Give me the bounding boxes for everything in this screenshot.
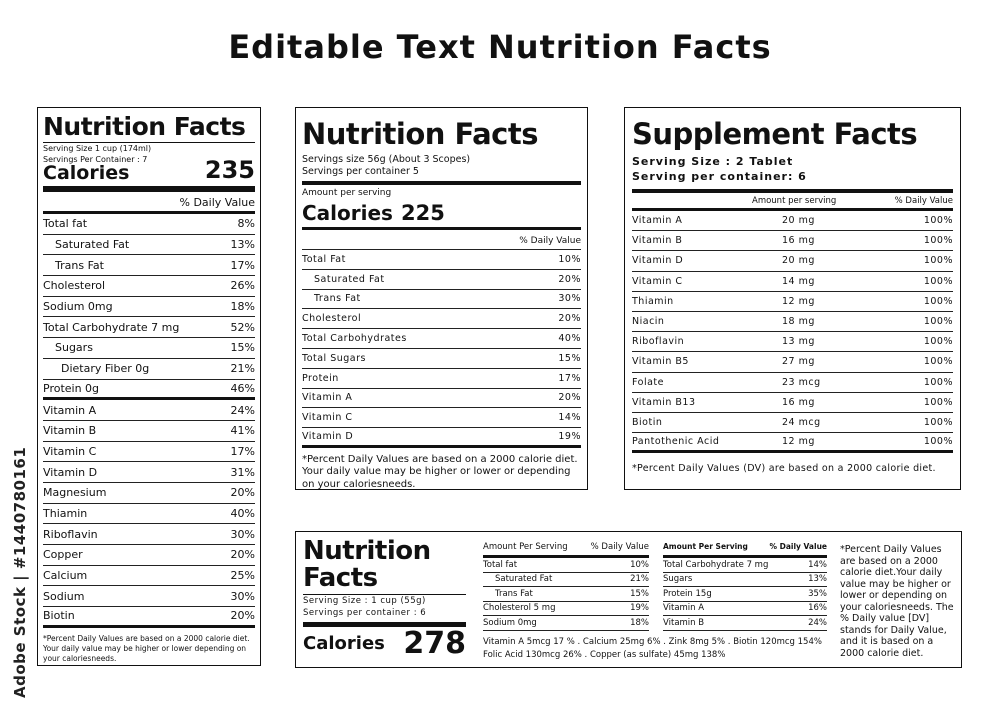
- nutrition-label-wide: [295, 531, 962, 668]
- nutrient-daily-value: 20%: [558, 313, 581, 325]
- nutrient-label: Vitamin A: [43, 403, 97, 417]
- nutrient-daily-value: 19%: [558, 431, 581, 443]
- nutrient-amount: 20 mg: [782, 255, 815, 267]
- nutrient-label: Sodium 0mg: [483, 617, 537, 628]
- nutrient-label: Total Fat: [302, 253, 346, 265]
- nutrient-row: [43, 380, 255, 401]
- daily-value-header: % Daily Value: [769, 542, 827, 551]
- nutrient-daily-value: 25%: [230, 569, 255, 583]
- amount-header: Amount Per Serving: [483, 542, 568, 552]
- nutrient-label: Vitamin A: [632, 215, 683, 227]
- nutrient-label: Vitamin D: [632, 255, 684, 267]
- nutrient-row: [483, 573, 649, 588]
- nutrient-label: Vitamin D: [302, 431, 354, 443]
- nutrient-label: Total Carbohydrate 7 mg: [663, 559, 769, 570]
- nutrient-label: Total Carbohydrate 7 mg: [43, 320, 180, 334]
- nutrient-row: [43, 483, 255, 504]
- nutrient-daily-value: 13%: [808, 574, 827, 585]
- nutrient-label: Biotin: [43, 609, 75, 623]
- nutrient-daily-value: 21%: [230, 362, 255, 376]
- calories-label: Calories: [302, 201, 393, 225]
- nutrient-label: Vitamin B: [632, 235, 683, 247]
- nutrient-row: [632, 393, 953, 413]
- nutrient-daily-value: 24%: [808, 617, 827, 628]
- nutrient-daily-value: 26%: [230, 279, 255, 293]
- page-title: Editable Text Nutrition Facts: [228, 28, 772, 66]
- nutrient-label: Vitamin D: [43, 465, 98, 479]
- nutrient-label: Sodium: [43, 589, 85, 603]
- nutrient-row: [302, 290, 581, 310]
- nutrient-daily-value: 41%: [230, 424, 255, 438]
- nutrient-row: [663, 602, 827, 617]
- nutrient-daily-value: 20%: [230, 609, 255, 623]
- nutrient-daily-value: 8%: [237, 217, 255, 231]
- nutrient-daily-value: 100%: [923, 396, 953, 408]
- nutrient-label: Sodium 0mg: [43, 300, 113, 314]
- nutrient-daily-value: 31%: [230, 465, 255, 479]
- nutrient-daily-value: 15%: [558, 352, 581, 364]
- daily-value-header: % Daily Value: [43, 192, 255, 214]
- calories-label: Calories: [303, 633, 385, 654]
- nutrient-row: [632, 211, 953, 231]
- side-footnote: *Percent Daily Values are based on a 2000 calorie diet.Your daily value may be higher or lower or depending on your caloriesneeds. The % Daily value [DV] stands for Daily Value, and it is based on a 2000 calorie diet.: [840, 544, 954, 659]
- nutrient-row: [43, 442, 255, 463]
- footnote: *Percent Daily Values are based on a 2000 calorie diet. Your daily value may be higher or lower or depending on your caloriesneeds.: [302, 453, 578, 490]
- nutrient-daily-value: 10%: [558, 253, 581, 265]
- nutrient-amount: 16 mg: [782, 235, 815, 247]
- nutrient-row: [302, 369, 581, 389]
- nutrient-row: [302, 408, 581, 428]
- nutrient-label: Saturated Fat: [495, 574, 553, 585]
- nutrient-daily-value: 46%: [230, 381, 255, 395]
- nutrient-row: [483, 587, 649, 602]
- nutrient-daily-value: 16%: [808, 603, 827, 614]
- nutrient-row: [483, 616, 649, 631]
- amount-header: Amount per serving: [752, 195, 837, 206]
- nutrient-daily-value: 100%: [923, 316, 953, 328]
- nutrient-daily-value: 14%: [808, 559, 827, 570]
- nutrient-label: Cholesterol: [43, 279, 106, 293]
- nutrient-label: Folate: [632, 376, 664, 388]
- nutrient-row: [632, 433, 953, 453]
- serving-size: Serving Size 1 cup (174ml): [43, 144, 152, 153]
- nutrient-row: [43, 566, 255, 587]
- label-title: Nutrition Facts: [43, 112, 255, 143]
- nutrient-label: Trans Fat: [314, 293, 361, 305]
- nutrient-daily-value: 100%: [923, 275, 953, 287]
- nutrient-label: Thiamin: [632, 295, 674, 307]
- nutrient-daily-value: 20%: [558, 273, 581, 285]
- calories-label: Calories: [43, 162, 130, 184]
- nutrient-label: Saturated Fat: [314, 273, 385, 285]
- nutrient-label: Dietary Fiber 0g: [61, 362, 150, 376]
- nutrient-row: [43, 317, 255, 338]
- extra-line: Vitamin A 5mcg 17 % . Calcium 25mg 6% . Zink 8mg 5% . Biotin 120mcg 154%: [483, 637, 822, 647]
- nutrient-list: [302, 250, 581, 448]
- nutrient-amount: 23 mcg: [782, 376, 821, 388]
- nutrient-daily-value: 18%: [630, 617, 649, 628]
- nutrient-amount: 12 mg: [782, 295, 815, 307]
- nutrient-row: [43, 524, 255, 545]
- nutrient-row: [43, 359, 255, 380]
- nutrient-daily-value: 15%: [230, 341, 255, 355]
- footnote: *Percent Daily Values are based on a 2000 calorie diet. Your daily value may be higher or lower depending on your caloriesneeds.: [43, 633, 250, 663]
- nutrient-label: Magnesium: [43, 486, 107, 500]
- nutrient-label: Niacin: [632, 316, 665, 328]
- nutrient-amount: 24 mcg: [782, 416, 821, 428]
- nutrient-label: Vitamin C: [302, 412, 353, 424]
- nutrient-column-2: [663, 542, 827, 631]
- nutrient-label: Protein 0g: [43, 381, 100, 395]
- nutrient-row: [632, 312, 953, 332]
- servings-per-container: Servings per container : 6: [303, 608, 427, 618]
- servings-per-container: Serving per container: 6: [632, 170, 807, 183]
- amount-header: Amount Per Serving: [663, 542, 748, 551]
- footnote: *Percent Daily Values (DV) are based on a 2000 calorie diet.: [632, 463, 936, 475]
- nutrient-amount: 12 mg: [782, 436, 815, 448]
- nutrient-amount: 18 mg: [782, 316, 815, 328]
- serving-size: Serving Size : 2 Tablet: [632, 155, 794, 168]
- nutrient-row: [43, 297, 255, 318]
- nutrient-row: [302, 270, 581, 290]
- nutrient-label: Thiamin: [43, 506, 88, 520]
- nutrient-row: [43, 400, 255, 421]
- label-title-line1: Nutrition: [303, 536, 431, 566]
- nutrient-row: [43, 255, 255, 276]
- watermark-text: Adobe Stock | #1440780161: [11, 446, 29, 698]
- nutrient-row: [43, 607, 255, 628]
- nutrient-daily-value: 100%: [923, 336, 953, 348]
- nutrient-daily-value: 17%: [230, 258, 255, 272]
- nutrient-row: [302, 389, 581, 409]
- nutrient-amount: 13 mg: [782, 336, 815, 348]
- nutrient-label: Trans Fat: [495, 588, 533, 599]
- extra-nutrients: [483, 636, 828, 662]
- nutrient-row: [302, 250, 581, 270]
- nutrient-label: Riboflavin: [43, 527, 98, 541]
- nutrient-label: Vitamin C: [43, 444, 97, 458]
- nutrient-label: Protein: [302, 372, 339, 384]
- nutrient-daily-value: 40%: [230, 506, 255, 520]
- nutrient-daily-value: 14%: [558, 412, 581, 424]
- nutrient-row: [632, 332, 953, 352]
- nutrient-label: Vitamin A: [663, 603, 705, 614]
- nutrient-daily-value: 17%: [230, 444, 255, 458]
- nutrient-label: Vitamin C: [632, 275, 683, 287]
- nutrient-daily-value: 100%: [923, 376, 953, 388]
- extra-line: Folic Acid 130mcg 26% . Copper (as sulfate) 45mg 138%: [483, 650, 726, 660]
- supplement-list: [632, 211, 953, 453]
- nutrient-daily-value: 100%: [923, 416, 953, 428]
- nutrient-row: [663, 558, 827, 573]
- nutrient-row: [43, 545, 255, 566]
- nutrient-row: [302, 329, 581, 349]
- nutrient-row: [663, 573, 827, 588]
- nutrient-amount: 20 mg: [782, 215, 815, 227]
- nutrient-label: Cholesterol 5 mg: [483, 603, 556, 614]
- nutrient-label: Saturated Fat: [55, 238, 130, 252]
- calories-value: 235: [204, 156, 255, 184]
- label-title-line2: Facts: [303, 563, 378, 593]
- nutrient-column-1: [483, 542, 649, 631]
- nutrient-label: Vitamin B5: [632, 356, 689, 368]
- nutrient-amount: 14 mg: [782, 275, 815, 287]
- calories-value: 225: [400, 201, 445, 225]
- nutrient-daily-value: 40%: [558, 333, 581, 345]
- nutrient-row: [632, 231, 953, 251]
- nutrient-label: Vitamin B: [663, 617, 705, 628]
- nutrient-row: [663, 616, 827, 631]
- nutrient-label: Total fat: [43, 217, 88, 231]
- nutrient-label: Total Sugars: [302, 352, 366, 364]
- nutrient-list: [43, 214, 255, 628]
- nutrient-label: Pantothenic Acid: [632, 436, 720, 448]
- nutrient-label: Cholesterol: [302, 313, 362, 325]
- nutrient-row: [43, 586, 255, 607]
- nutrient-daily-value: 100%: [923, 215, 953, 227]
- amount-per-serving: Amount per serving: [302, 181, 581, 198]
- nutrient-row: [43, 421, 255, 442]
- nutrient-daily-value: 52%: [230, 320, 255, 334]
- column-header: [663, 542, 827, 558]
- nutrient-daily-value: 30%: [230, 527, 255, 541]
- nutrient-amount: 16 mg: [782, 396, 815, 408]
- nutrient-daily-value: 30%: [230, 589, 255, 603]
- nutrient-row: [483, 602, 649, 617]
- nutrient-daily-value: 19%: [630, 603, 649, 614]
- nutrient-row: [632, 373, 953, 393]
- nutrient-label: Sugars: [55, 341, 93, 355]
- nutrient-row: [632, 251, 953, 271]
- nutrient-daily-value: 100%: [923, 436, 953, 448]
- nutrient-row: [302, 349, 581, 369]
- nutrient-row: [632, 292, 953, 312]
- nutrient-daily-value: 100%: [923, 295, 953, 307]
- nutrient-label: Protein 15g: [663, 588, 712, 599]
- nutrient-row: [483, 558, 649, 573]
- nutrient-daily-value: 13%: [230, 238, 255, 252]
- supplement-label: [624, 107, 961, 490]
- nutrient-daily-value: 10%: [630, 559, 649, 570]
- nutrient-daily-value: 18%: [230, 300, 255, 314]
- nutrient-daily-value: 100%: [923, 255, 953, 267]
- nutrient-amount: 27 mg: [782, 356, 815, 368]
- nutrient-label: Trans Fat: [55, 258, 104, 272]
- nutrient-label: Calcium: [43, 569, 88, 583]
- nutrient-row: [43, 235, 255, 256]
- nutrient-label: Vitamin A: [302, 392, 353, 404]
- nutrition-label-tall: [37, 107, 261, 666]
- nutrition-label-medium: [295, 107, 588, 490]
- nutrient-label: Vitamin B: [43, 424, 97, 438]
- nutrient-row: [43, 214, 255, 235]
- label-title: Supplement Facts: [632, 117, 918, 151]
- servings-per-container: Servings per container 5: [302, 166, 419, 177]
- nutrient-row: [632, 272, 953, 292]
- servings-per-container: Servings Per Container : 7: [43, 155, 148, 164]
- nutrient-daily-value: 15%: [630, 588, 649, 599]
- nutrient-daily-value: 17%: [558, 372, 581, 384]
- nutrient-row: [43, 276, 255, 297]
- nutrient-row: [302, 309, 581, 329]
- label-heading-block: [303, 538, 466, 660]
- nutrient-daily-value: 24%: [230, 403, 255, 417]
- nutrient-row: [43, 462, 255, 483]
- nutrient-row: [663, 587, 827, 602]
- serving-size: Servings size 56g (About 3 Scopes): [302, 154, 471, 165]
- calories-row: [303, 622, 466, 660]
- nutrient-daily-value: 100%: [923, 356, 953, 368]
- watermark: [9, 446, 29, 700]
- nutrient-label: Total fat: [483, 559, 518, 570]
- daily-value-header: % Daily Value: [590, 542, 649, 552]
- daily-value-header: % Daily Value: [302, 230, 581, 250]
- nutrient-row: [632, 352, 953, 372]
- nutrient-label: Vitamin B13: [632, 396, 696, 408]
- nutrient-daily-value: 20%: [230, 486, 255, 500]
- nutrient-daily-value: 20%: [230, 548, 255, 562]
- nutrient-row: [302, 428, 581, 448]
- nutrient-label: Biotin: [632, 416, 663, 428]
- nutrient-label: Total Carbohydrates: [302, 333, 407, 345]
- nutrient-label: Copper: [43, 548, 83, 562]
- nutrient-label: Riboflavin: [632, 336, 685, 348]
- serving-size: Serving Size : 1 cup (55g): [303, 596, 426, 606]
- calories-row: [302, 198, 581, 230]
- nutrient-row: [43, 338, 255, 359]
- nutrient-label: Sugars: [663, 574, 693, 585]
- table-header: [632, 189, 953, 211]
- nutrient-daily-value: 21%: [630, 574, 649, 585]
- nutrient-row: [43, 504, 255, 525]
- calories-value: 278: [403, 626, 466, 661]
- nutrient-daily-value: 35%: [808, 588, 827, 599]
- nutrient-daily-value: 30%: [558, 293, 581, 305]
- column-header: [483, 542, 649, 558]
- nutrient-daily-value: 100%: [923, 235, 953, 247]
- daily-value-header: % Daily Value: [894, 195, 953, 206]
- nutrient-daily-value: 20%: [558, 392, 581, 404]
- nutrient-row: [632, 413, 953, 433]
- label-title: Nutrition Facts: [302, 117, 538, 151]
